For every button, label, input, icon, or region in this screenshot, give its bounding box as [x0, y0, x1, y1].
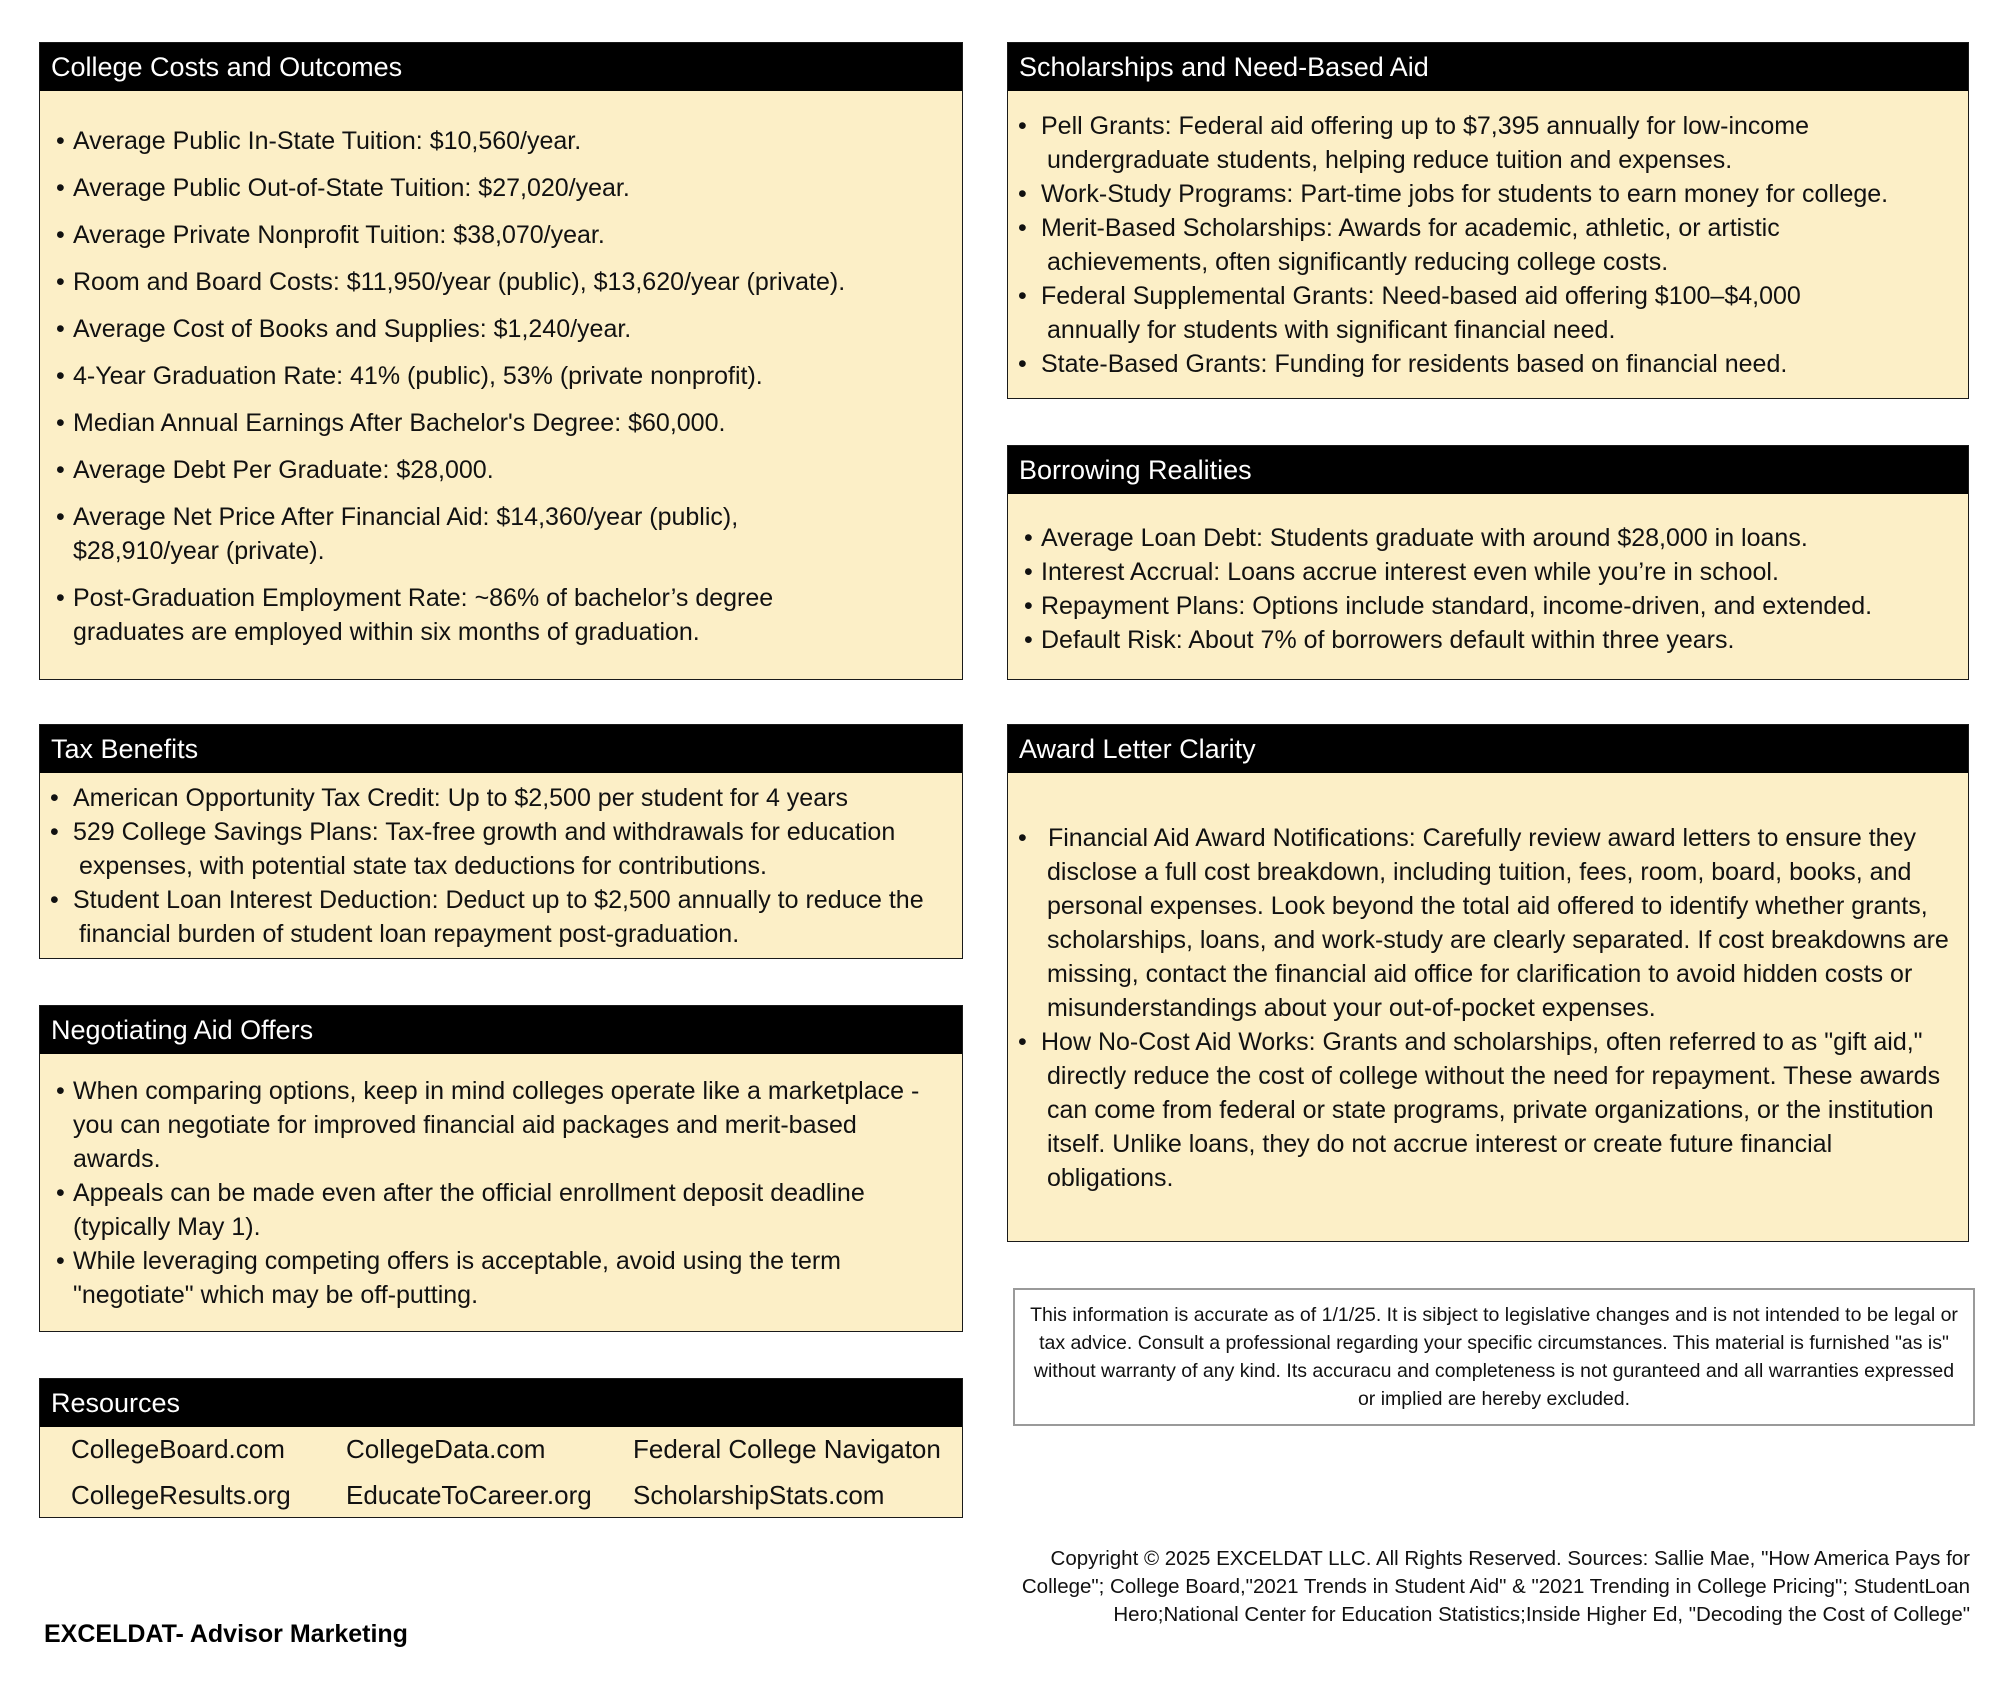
resources-grid: [56, 1432, 948, 1512]
panel-title: Award Letter Clarity: [1008, 725, 1968, 773]
list-item: • Average Loan Debt: Students graduate with around $28,000 in loans.: [1024, 521, 1954, 555]
list-item: • Average Private Nonprofit Tuition: $38,070/year.: [56, 218, 948, 252]
list-item: • State-Based Grants: Funding for residents based on financial need.: [1024, 347, 1954, 381]
panel-resources: [39, 1378, 963, 1518]
resource-link-collegeresults[interactable]: CollegeResults.org: [71, 1480, 291, 1510]
list-item: • Average Cost of Books and Supplies: $1,240/year.: [56, 312, 948, 346]
panel-title: Negotiating Aid Offers: [40, 1006, 962, 1054]
disclaimer-text: This information is accurate as of 1/1/25. It is sibject to legislative changes and is not intended to be legal or tax advice. Consult a professional regarding your specific circumstances. This material is furnished "as is" without warranty of any kind. Its accuracu and completeness is not guranteed and all warranties expressed or implied are hereby excluded.: [1030, 1304, 1958, 1410]
panel-tax-benefits: [39, 724, 963, 959]
list-item: • Appeals can be made even after the official enrollment deposit deadline (typically May 1).: [56, 1176, 948, 1244]
list-item: • 529 College Savings Plans: Tax-free growth and withdrawals for education expenses, with potential state tax deductions for contributions.: [56, 815, 948, 883]
list-item: • Work-Study Programs: Part-time jobs for students to earn money for college.: [1024, 177, 1954, 211]
list-item: • Merit-Based Scholarships: Awards for academic, athletic, or artistic achievements, often significantly reducing college costs.: [1024, 211, 1954, 279]
scholarships-list: [1024, 109, 1954, 381]
list-item: • Student Loan Interest Deduction: Deduct up to $2,500 annually to reduce the financial burden of student loan repayment post-graduation.: [56, 883, 948, 951]
list-item: • Average Public In-State Tuition: $10,560/year.: [56, 124, 948, 158]
resource-link-federal-college-navigator[interactable]: Federal College Navigaton: [633, 1434, 941, 1464]
resource-link-collegeboard[interactable]: CollegeBoard.com: [71, 1434, 285, 1464]
resource-link-scholarshipstats[interactable]: ScholarshipStats.com: [633, 1480, 885, 1510]
list-item: • While leveraging competing offers is acceptable, avoid using the term "negotiate" which may be off-putting.: [56, 1244, 948, 1312]
tax-list: [56, 781, 948, 951]
copyright-sources: Copyright © 2025 EXCELDAT LLC. All Rights Reserved. Sources: Sallie Mae, "How America Pays for College"; College Board,"2021 Trends in Student Aid" & "2021 Trending in College Pricing"; StudentLoan Hero;National Center for Education Statistics;Inside Higher Ed, "Decoding the Cost of College": [1021, 1547, 1970, 1626]
panel-college-costs: [39, 42, 963, 680]
resource-link-collegedata[interactable]: CollegeData.com: [346, 1434, 546, 1464]
list-item: • How No-Cost Aid Works: Grants and scholarships, often referred to as "gift aid," directly reduce the cost of college without the need for repayment. These awards can come from federal or state programs, private organizations, or the institution itself. Unlike loans, they do not accrue interest or create future financial obligations.: [1024, 1025, 1954, 1195]
list-item: • American Opportunity Tax Credit: Up to $2,500 per student for 4 years: [56, 781, 948, 815]
list-item: • Financial Aid Award Notifications: Carefully review award letters to ensure they disclose a full cost breakdown, including tuition, fees, room, board, books, and personal expenses. Look beyond the total aid offered to identify whether grants, scholarships, loans, and work-study are clearly separated. If cost breakdowns are missing, contact the financial aid office for clarification to avoid hidden costs or misunderstandings about your out-of-pocket expenses.: [1024, 821, 1954, 1025]
panel-award-letter: [1007, 724, 1969, 1242]
panel-scholarships: [1007, 42, 1969, 399]
list-item: • Repayment Plans: Options include standard, income-driven, and extended.: [1024, 589, 1954, 623]
list-item: • Average Net Price After Financial Aid: $14,360/year (public), $28,910/year (private).: [56, 500, 948, 568]
list-item: • Federal Supplemental Grants: Need-based aid offering $100–$4,000 annually for students with significant financial need.: [1024, 279, 1954, 347]
resource-link-educatetocareer[interactable]: EducateToCareer.org: [346, 1480, 592, 1510]
award-list: [1024, 821, 1954, 1195]
costs-list: [56, 124, 948, 649]
panel-title: Tax Benefits: [40, 725, 962, 773]
list-item: • Default Risk: About 7% of borrowers default within three years.: [1024, 623, 1954, 657]
list-item: • Room and Board Costs: $11,950/year (public), $13,620/year (private).: [56, 265, 948, 299]
list-item: • Post-Graduation Employment Rate: ~86% of bachelor’s degree graduates are employed within six months of graduation.: [56, 581, 948, 649]
list-item: • Average Public Out-of-State Tuition: $27,020/year.: [56, 171, 948, 205]
list-item: • Interest Accrual: Loans accrue interest even while you’re in school.: [1024, 555, 1954, 589]
disclaimer-box: [1013, 1288, 1975, 1426]
panel-title: Scholarships and Need-Based Aid: [1008, 43, 1968, 91]
negotiating-list: [56, 1074, 948, 1312]
brand-footer: EXCELDAT- Advisor Marketing: [44, 1620, 408, 1648]
panel-title: Borrowing Realities: [1008, 446, 1968, 494]
list-item: • Median Annual Earnings After Bachelor's Degree: $60,000.: [56, 406, 948, 440]
list-item: • When comparing options, keep in mind colleges operate like a marketplace - you can negotiate for improved financial aid packages and merit-based awards.: [56, 1074, 948, 1176]
panel-borrowing: [1007, 445, 1969, 680]
list-item: • 4-Year Graduation Rate: 41% (public), 53% (private nonprofit).: [56, 359, 948, 393]
list-item: • Average Debt Per Graduate: $28,000.: [56, 453, 948, 487]
panel-negotiating: [39, 1005, 963, 1332]
panel-title: Resources: [40, 1379, 962, 1427]
list-item: • Pell Grants: Federal aid offering up to $7,395 annually for low-income undergraduate students, helping reduce tuition and expenses.: [1024, 109, 1954, 177]
panel-title: College Costs and Outcomes: [40, 43, 962, 91]
borrowing-list: [1024, 521, 1954, 657]
